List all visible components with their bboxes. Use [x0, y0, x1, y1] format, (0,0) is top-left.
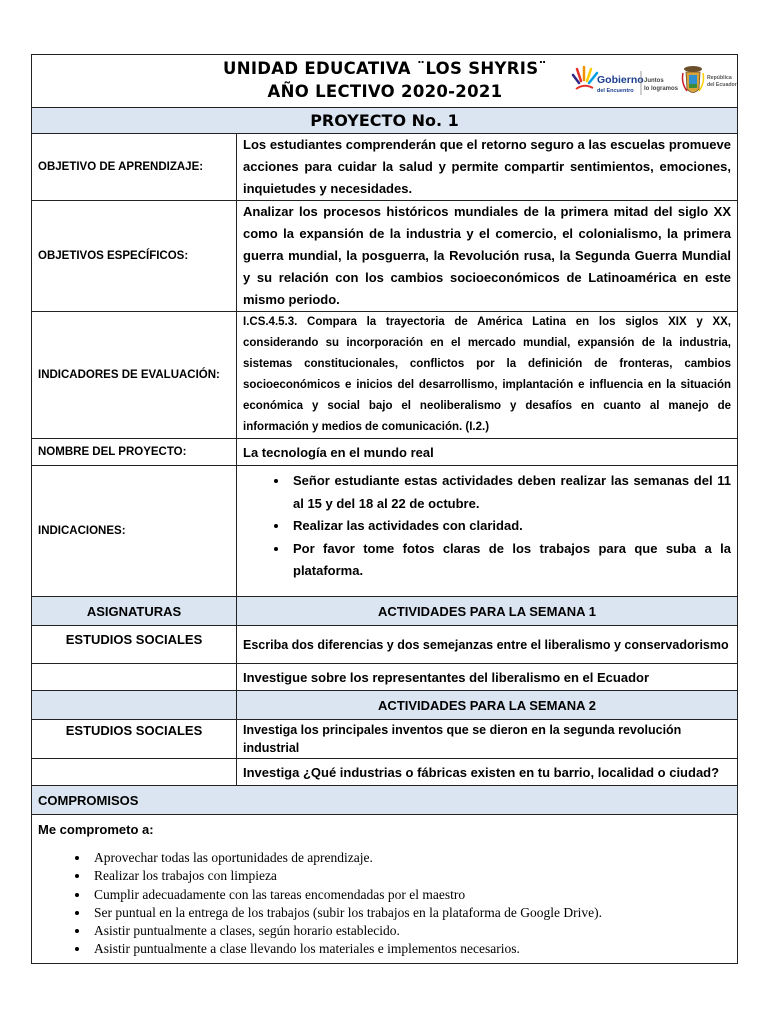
especificos-text: Analizar los procesos históricos mundiales de la primera mitad del siglo XX como la expansión de la industria y el comercio, el colonialismo, la primera guerra mundial, la posguerra, la Revolución rusa, la Segunda Guerra Mundial y su relación con los cambios socioeconómicos de Latinoamérica en este mismo periodo. — [237, 201, 738, 312]
empty-cell — [32, 691, 237, 720]
objetivo-label: OBJETIVO DE APRENDIZAJE: — [32, 134, 237, 201]
project-title-row — [32, 108, 738, 134]
semana1-subject: ESTUDIOS SOCIALES — [32, 626, 237, 664]
semana1-activity-1: Escriba dos diferencias y dos semejanzas entre el liberalismo y conservadorismo — [237, 626, 738, 664]
document — [31, 54, 737, 964]
nombre-label: NOMBRE DEL PROYECTO: — [32, 439, 237, 466]
list-item: • Por favor tome fotos claras de los trabajos para que suba a la plataforma. — [289, 538, 731, 583]
especificos-label: OBJETIVOS ESPECÍFICOS: — [32, 201, 237, 312]
compromisos-intro: Me comprometo a: — [38, 822, 154, 837]
list-item: • Señor estudiante estas actividades deben realizar las semanas del 11 al 15 y del 18 al 22 de octubre. — [289, 470, 731, 515]
compromisos-row — [32, 815, 738, 964]
logo-gobierno: Gobierno — [597, 74, 644, 86]
especificos-row — [32, 201, 738, 312]
compromisos-list — [38, 849, 731, 959]
compromisos-cell — [32, 815, 738, 964]
header-cell — [32, 55, 738, 108]
semana1-activity-2: Investigue sobre los representantes del liberalismo en el Ecuador — [237, 664, 738, 691]
project-table — [31, 54, 738, 964]
government-logos — [573, 61, 737, 103]
list-item: • Realizar los trabajos con limpieza — [90, 867, 731, 885]
header-row — [32, 55, 738, 108]
list-item: • Asistir puntualmente a clase llevando los materiales e implementos necesarios. — [90, 940, 731, 958]
objetivo-row — [32, 134, 738, 201]
list-item: • Asistir puntualmente a clases, según horario establecido. — [90, 922, 731, 940]
nombre-row — [32, 439, 738, 466]
logo-republica: República — [707, 75, 732, 81]
logo-encuentro: del Encuentro — [597, 88, 634, 94]
semana1-header-row — [32, 597, 738, 626]
list-item: • Aprovechar todas las oportunidades de aprendizaje. — [90, 849, 731, 867]
empty-cell — [32, 759, 237, 786]
compromisos-header: COMPROMISOS — [32, 786, 738, 815]
logo-juntos: Juntos — [644, 78, 664, 84]
indicadores-text: I.CS.4.5.3. Compara la trayectoria de América Latina en los siglos XIX y XX, considerando su incorporación en el mercado mundial, expansión de la industria, sistemas constitucionales, conflictos por la definición de fronteras, cambios socioeconómicos e inicios del desarrollismo, implantación e influencia en la situación económica y social bajo el neoliberalismo y desafíos en cuanto al manejo de información y medios de comunicación. (I.2.) — [237, 312, 738, 439]
project-title: PROYECTO No. 1 — [32, 108, 738, 134]
ecuador-coat-of-arms-icon — [683, 66, 704, 93]
asignaturas-header: ASIGNATURAS — [32, 597, 237, 626]
nombre-text: La tecnología en el mundo real — [237, 439, 738, 466]
indicaciones-row — [32, 466, 738, 597]
logo-logramos: lo logramos — [644, 86, 679, 92]
list-item: • Ser puntual en la entrega de los trabajos (subir los trabajos en la plataforma de Google Drive). — [90, 904, 731, 922]
compromisos-header-row — [32, 786, 738, 815]
list-item: • Realizar las actividades con claridad. — [289, 515, 731, 538]
list-item: • Cumplir adecuadamente con las tareas encomendadas por el maestro — [90, 886, 731, 904]
semana1-activity-row-2 — [32, 664, 738, 691]
indicadores-row — [32, 312, 738, 439]
school-name: UNIDAD EDUCATIVA ¨LOS SHYRIS¨ — [223, 59, 547, 78]
semana2-subject: ESTUDIOS SOCIALES — [32, 720, 237, 759]
empty-cell — [32, 664, 237, 691]
semana2-activity-row-2 — [32, 759, 738, 786]
indicaciones-cell — [237, 466, 738, 597]
semana1-header: ACTIVIDADES PARA LA SEMANA 1 — [237, 597, 738, 626]
objetivo-text: Los estudiantes comprenderán que el retorno seguro a las escuelas promueve acciones para cuidar la salud y permite compartir sentimientos, emociones, inquietudes y necesidades. — [237, 134, 738, 201]
indicadores-label: INDICADORES DE EVALUACIÓN: — [32, 312, 237, 439]
indicaciones-label: INDICACIONES: — [32, 466, 237, 597]
semana2-activity-row — [32, 720, 738, 759]
semana2-activity-1: Investiga los principales inventos que se dieron en la segunda revolución industrial — [237, 720, 738, 759]
school-year: AÑO LECTIVO 2020-2021 — [267, 82, 503, 101]
semana2-header: ACTIVIDADES PARA LA SEMANA 2 — [237, 691, 738, 720]
gobierno-sun-icon — [573, 67, 597, 89]
semana1-activity-row — [32, 626, 738, 664]
semana2-activity-2: Investiga ¿Qué industrias o fábricas existen en tu barrio, localidad o ciudad? — [237, 759, 738, 786]
indicaciones-list — [243, 470, 731, 583]
semana2-header-row — [32, 691, 738, 720]
logo-ecuador: del Ecuador — [707, 82, 737, 88]
